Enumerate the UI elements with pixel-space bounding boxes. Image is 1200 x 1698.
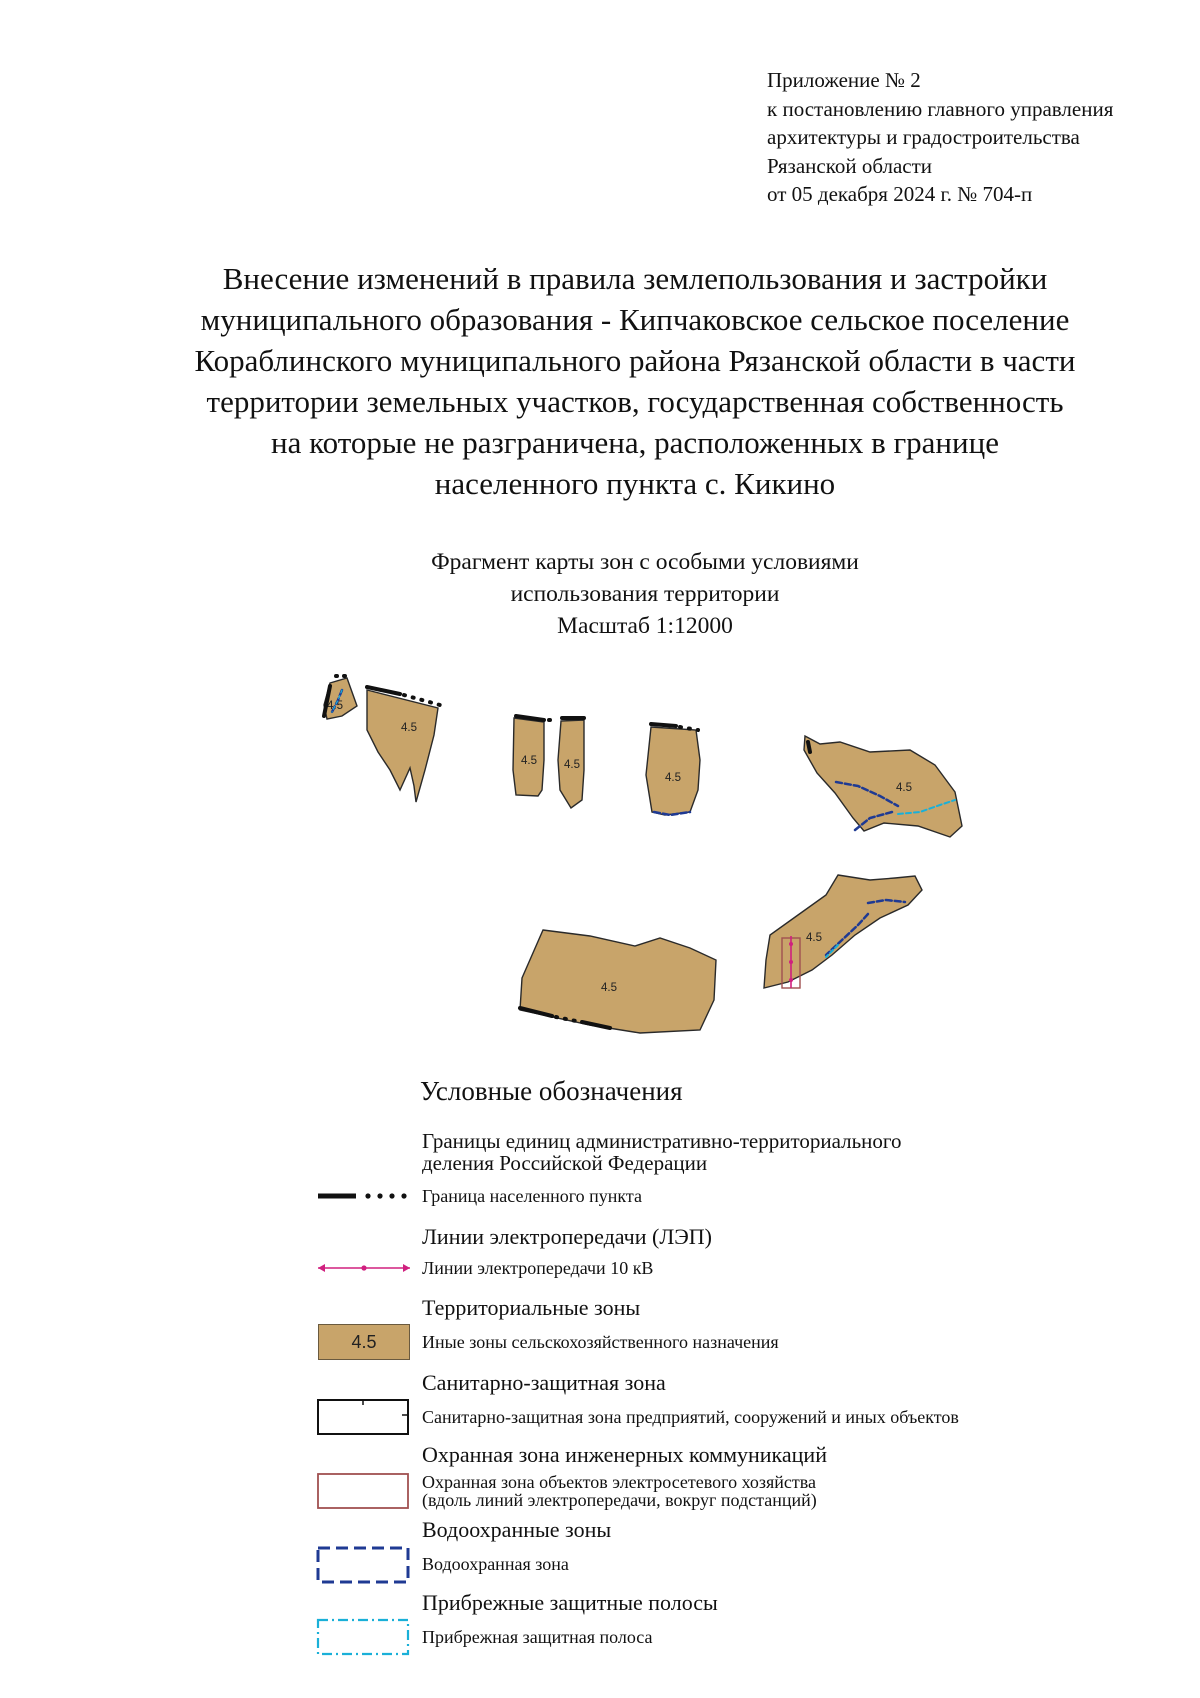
legend-admin-header: Границы единиц административно-территориального [422,1129,902,1153]
zone-label: 4.5 [601,982,617,994]
zone-label: 4.5 [401,722,417,734]
map-title-line: использования территории [510,581,780,607]
map-title-line: Фрагмент карты зон с особыми условиями [431,549,859,575]
zone-label: 4.5 [806,932,822,944]
zone-label: 4.5 [327,700,343,712]
legend-water-item: Водоохранная зона [422,1554,569,1574]
settlement-boundary-symbol [316,1190,412,1202]
zone-plot [764,875,922,988]
legend-sanitary-item: Санитарно-защитная зона предприятий, сооружений и иных объектов [422,1407,959,1427]
sanitary-zone-symbol [316,1398,412,1438]
zone-plot [367,690,438,802]
zone-4-5-symbol: 4.5 [318,1324,410,1360]
zone-label: 4.5 [521,755,537,767]
title-line: населенного пункта с. Кикино [434,466,836,501]
legend-coastal-header: Прибрежные защитные полосы [422,1590,718,1615]
settlement-boundary [808,742,810,752]
appendix-line: Рязанской области [767,153,933,178]
zone-label: 4.5 [665,772,681,784]
legend-security-item: (вдоль линий электропередачи, вокруг подстанций) [422,1490,817,1510]
settlement-boundary [651,724,676,726]
legend-security-header: Охранная зона инженерных коммуникаций [422,1442,827,1467]
coastal-strip-symbol [316,1617,412,1659]
legend-power-header: Линии электропередачи (ЛЭП) [422,1224,712,1249]
zone-label: 4.5 [896,782,912,794]
legend-title: Условные обозначения [420,1076,683,1106]
legend-settlement-boundary: Граница населенного пункта [422,1186,642,1206]
zone-plot [520,930,716,1033]
zone-plot [646,727,700,815]
legend-sanitary-header: Санитарно-защитная зона [422,1370,666,1395]
power-line-symbol [316,1261,412,1275]
title-line: муниципального образования - Кипчаковское сельское поселение [200,302,1070,337]
appendix-line: от 05 декабря 2024 г. № 704-п [767,182,1033,206]
map-title-line: Масштаб 1:12000 [557,613,733,639]
legend-admin-header: деления Российской Федерации [422,1151,708,1175]
legend-zones-item: Иные зоны сельскохозяйственного назначения [422,1332,779,1352]
security-zone-symbol [316,1472,412,1512]
legend-water-header: Водоохранные зоны [422,1517,612,1542]
legend-security-item: Охранная зона объектов электросетевого хозяйства [422,1472,817,1492]
title-line: территории земельных участков, государственная собственность [206,384,1064,419]
legend-coastal-item: Прибрежная защитная полоса [422,1627,653,1647]
title-line: Внесение изменений в правила землепользования и застройки [222,261,1048,296]
zone-label: 4.5 [564,759,580,771]
legend-power-item: Линии электропередачи 10 кВ [422,1258,654,1278]
title-line: Кораблинского муниципального района Рязанской области в части [194,343,1076,378]
title-line: на которые не разграничена, расположенных в границе [271,425,999,460]
legend-zones-header: Территориальные зоны [422,1295,641,1320]
appendix-line: архитектуры и градостроительства [767,125,1080,149]
water-zone-symbol [316,1545,412,1587]
appendix-line: Приложение № 2 [767,68,921,92]
appendix-line: к постановлению главного управления [767,96,1114,121]
zone-plot [804,736,962,837]
